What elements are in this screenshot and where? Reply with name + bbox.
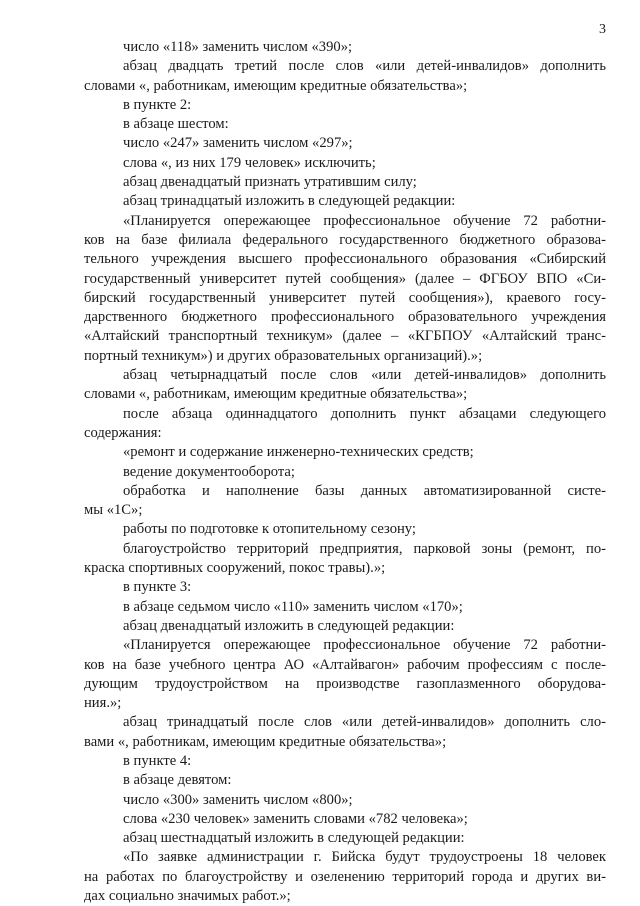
text-line: в абзаце седьмом число «110» заменить числом «170»;: [123, 598, 463, 615]
text-line: ков на базе филиала федерального государственного бюджетного образова-: [84, 231, 606, 248]
text-line: краска спортивных сооружений, покос травы).»;: [84, 560, 386, 577]
text-line: дарственного бюджетного профессионального образовательного учреждения: [84, 309, 606, 326]
text-line: число «118» заменить числом «390»;: [123, 39, 353, 55]
text-line: в абзаце шестом:: [123, 116, 229, 133]
text-line: государственный университет путей сообщения» (далее – ФГБОУ ВПО «Си-: [84, 270, 606, 287]
text-line: абзац двадцать третий после слов «или детей-инвалидов» дополнить: [123, 58, 606, 75]
text-line: «Планируется опережающее профессиональное обучение 72 работни-: [123, 637, 606, 654]
text-line: абзац шестнадцатый изложить в следующей редакции:: [123, 830, 465, 847]
text-line: слова «230 человек» заменить словами «782 человека»;: [123, 810, 468, 827]
text-line: «Алтайский транспортный техникум» (далее – «КГБПОУ «Алтайский транс-: [84, 328, 606, 345]
text-line: слова «, из них 179 человек» исключить;: [123, 154, 376, 171]
text-line: «ремонт и содержание инженерно-технических средств;: [123, 444, 474, 461]
text-line: абзац четырнадцатый после слов «или детей-инвалидов» дополнить: [123, 367, 606, 384]
text-line: мы «1С»;: [84, 502, 143, 519]
text-line: в пункте 3:: [123, 579, 192, 596]
text-line: «По заявке администрации г. Бийска будут трудоустроены 18 человек: [123, 849, 606, 866]
text-line: словами «, работникам, имеющим кредитные обязательства»;: [84, 386, 468, 403]
text-line: портный техникум») и других образовательных организаций).»;: [84, 347, 483, 364]
page-number: 3: [599, 22, 606, 37]
text-line: после абзаца одиннадцатого дополнить пункт абзацами следующего: [123, 405, 606, 422]
text-line: в абзаце девятом:: [123, 772, 232, 789]
text-line: благоустройство территорий предприятия, парковой зоны (ремонт, по-: [123, 540, 606, 557]
document-body: [84, 38, 606, 906]
text-line: дах социально значимых работ.»;: [84, 888, 291, 905]
text-line: в пункте 2:: [123, 96, 192, 113]
text-line: на работах по благоустройству и озеленению территорий города и других ви-: [84, 868, 606, 885]
text-line: обработка и наполнение базы данных автоматизированной систе-: [123, 482, 606, 499]
text-line: ведение документооборота;: [123, 463, 295, 480]
text-line: «Планируется опережающее профессиональное обучение 72 работни-: [123, 212, 606, 229]
text-line: абзац тринадцатый изложить в следующей редакции:: [123, 193, 456, 210]
text-line: абзац двенадцатый признать утратившим силу;: [123, 174, 417, 191]
text-line: содержания:: [84, 424, 162, 441]
text-line: бирский государственный университет путей сообщения»), краевого госу-: [84, 289, 606, 306]
text-line: число «247» заменить числом «297»;: [123, 135, 353, 152]
text-line: в пункте 4:: [123, 752, 192, 769]
text-line: словами «, работникам, имеющим кредитные обязательства»;: [84, 77, 468, 94]
text-line: дующим трудоустройством на производстве газоплазменного оборудова-: [84, 675, 606, 692]
text-line: вами «, работникам, имеющим кредитные обязательства»;: [84, 733, 447, 750]
text-line: ков на базе учебного центра АО «Алтайвагон» рабочим профессиям с после-: [84, 656, 606, 673]
text-line: абзац двенадцатый изложить в следующей редакции:: [123, 617, 455, 634]
text-line: абзац тринадцатый после слов «или детей-инвалидов» дополнить сло-: [123, 714, 606, 731]
text-line: ния.»;: [84, 695, 122, 712]
text-line: число «300» заменить числом «800»;: [123, 791, 353, 808]
text-line: тельного учреждения высшего профессионального образования «Сибирский: [84, 251, 606, 268]
text-line: работы по подготовке к отопительному сезону;: [123, 521, 416, 538]
